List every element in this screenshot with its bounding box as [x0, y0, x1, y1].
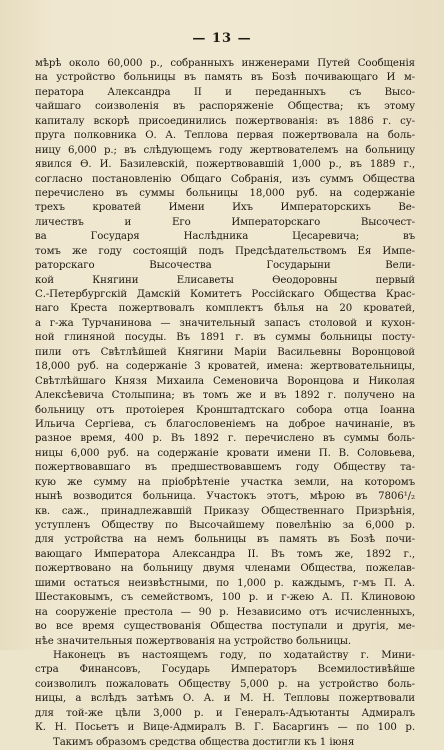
text-line: ницы 6,000 руб. на содержаніе кровати имени П. В. Соловьева, — [35, 447, 415, 459]
text-line: кв. саж., принадлежавшій Приказу Общественнаго Призрѣнія, — [35, 505, 415, 517]
text-line: наго Креста пожертвовалъ комплектъ бѣлья на 20 кроватей, — [35, 303, 415, 315]
text-line: ницу 6,000 р.; въ слѣдующемъ году жертвователемъ на больницу — [35, 144, 415, 156]
text-line: капиталу вскорѣ присоединились пожертвованія: въ 1886 г. су- — [35, 115, 415, 127]
text-line: вающаго Императора Александра II. Въ томъ же, 1892 г., — [35, 548, 415, 560]
text-line: Ильича Сергіева, съ благословеніемъ на доброе начинаніе, въ — [35, 418, 415, 430]
text-line: ва Государя Наслѣдника Цесаревича; въ — [35, 231, 415, 243]
text-line: шими остаться неизвѣстными, по 1,000 р. каждымъ, г-мъ П. А. — [35, 577, 415, 589]
text-line: явился Ѳ. И. Базилевскій, пожертвовавшій 1,000 р., въ 1889 г., — [35, 159, 415, 171]
text-line: на устройство больницы въ память въ Бозѣ почивающаго И м- — [35, 72, 415, 84]
text-line: 18,000 руб. на содержаніе 3 кроватей, имена: жертвовательницы, — [35, 361, 415, 373]
text-line: соизволилъ пожаловать Обществу 5,000 р. на устройство боль- — [35, 678, 415, 690]
text-line: Шестаковымъ, съ семействомъ, 100 р. и г-жею А. П. Клиновою — [35, 592, 415, 604]
text-line: Такимъ образомъ средства общества достигли къ 1 іюня — [53, 736, 355, 748]
text-line: разное время, 400 р. Въ 1892 г. перечислено въ суммы боль- — [35, 433, 415, 445]
text-line: нѣе значительныя пожертвованія на устройство больницы. — [35, 635, 351, 647]
text-line: нынѣ возводится больница. Участокъ этотъ, мѣрою въ 7806¹/₂ — [35, 491, 415, 503]
text-line: чайшаго соизволенія въ распоряженіе Общества; къ этому — [35, 101, 415, 113]
text-line: ной глиняной посуды. Въ 1891 г. въ суммы больницы посту- — [35, 332, 415, 344]
text-line: перечислено въ суммы больницы 18,000 руб. на содержаніе — [35, 187, 415, 199]
text-line: пожертвовавшаго въ предшествовавшемъ году Обществу та- — [35, 462, 415, 474]
text-line: Наконецъ въ настоящемъ году, по ходатайству г. Мини- — [53, 649, 415, 661]
text-line: С.-Петербургскій Дамскій Комитетъ Россійскаго Общества Крас- — [35, 289, 415, 300]
text-line: на сооруженіе престола — 90 р. Независимо отъ исчисленныхъ, — [35, 606, 415, 618]
text-line: Алексѣевича Столыпина; въ томъ же и въ 1892 г. получено на — [35, 390, 415, 402]
text-line: а г-жа Турчанинова — значительный запасъ столовой и кухон- — [35, 317, 415, 329]
text-line: раторскаго Высочества Государыни Вели- — [35, 260, 415, 272]
text-line: стра Финансовъ, Государь Императоръ Всемилостивѣйше — [35, 664, 415, 676]
text-line: Свѣтлѣйшаго Князя Михаила Семеновича Воронцова и Николая — [35, 375, 415, 387]
text-line: для той-же цѣли 3,000 р. и Генералъ-Адъютанты Адмиралъ — [35, 707, 415, 719]
text-line: пруга полковника О. А. Теплова первая пожертвовала на боль- — [35, 130, 415, 142]
text-line: согласно постановленію Общаго Собранія, изъ суммъ Общества — [35, 173, 415, 185]
text-line: кую же сумму на пріобрѣтеніе участка земли, на которомъ — [35, 476, 415, 488]
text-line: уступленъ Обществу по Высочайшему повелѣнію за 6,000 р. — [35, 520, 415, 531]
text-line: трехъ кроватей Имени Ихъ Императорскихъ Ве- — [35, 202, 415, 214]
text-line: во все время существованія Общества поступали и другія, ме- — [35, 621, 415, 633]
page-number: — 13 — — [192, 31, 252, 46]
text-line: больницу отъ протоіерея Кронштадтскаго собора отца Іоанна — [35, 404, 415, 416]
text-line: томъ же году состоящій подъ Предсѣдательствомъ Ея Импе- — [35, 245, 415, 257]
text-line: К. Н. Посьетъ и Вице-Адмиралъ В. Г. Басаргинъ — по 100 р. — [35, 722, 415, 734]
text-line: ператора Александра II и переданныхъ съ Высо- — [35, 86, 415, 98]
text-line: ницы, а вслѣдъ затѣмъ О. А. и М. Н. Тепловы пожертвовали — [35, 693, 415, 705]
text-line: кой Княгини Елисаветы Ѳеодоровны первый — [35, 274, 415, 286]
text-line: для устройства на немъ больницы въ память въ Бозѣ почи- — [35, 534, 415, 546]
text-line: пожертвовано на больницу двумя членами Общества, пожелав- — [35, 563, 415, 575]
text-line: личествъ и Его Императорскаго Высочест- — [35, 216, 415, 228]
text-line: мѣрѣ около 60,000 р., собранныхъ инженерами Путей Сообщенія — [35, 58, 415, 69]
body-text — [35, 57, 415, 750]
text-line: пили отъ Свѣтлѣйшей Княгини Маріи Васильевны Воронцовой — [35, 346, 415, 358]
